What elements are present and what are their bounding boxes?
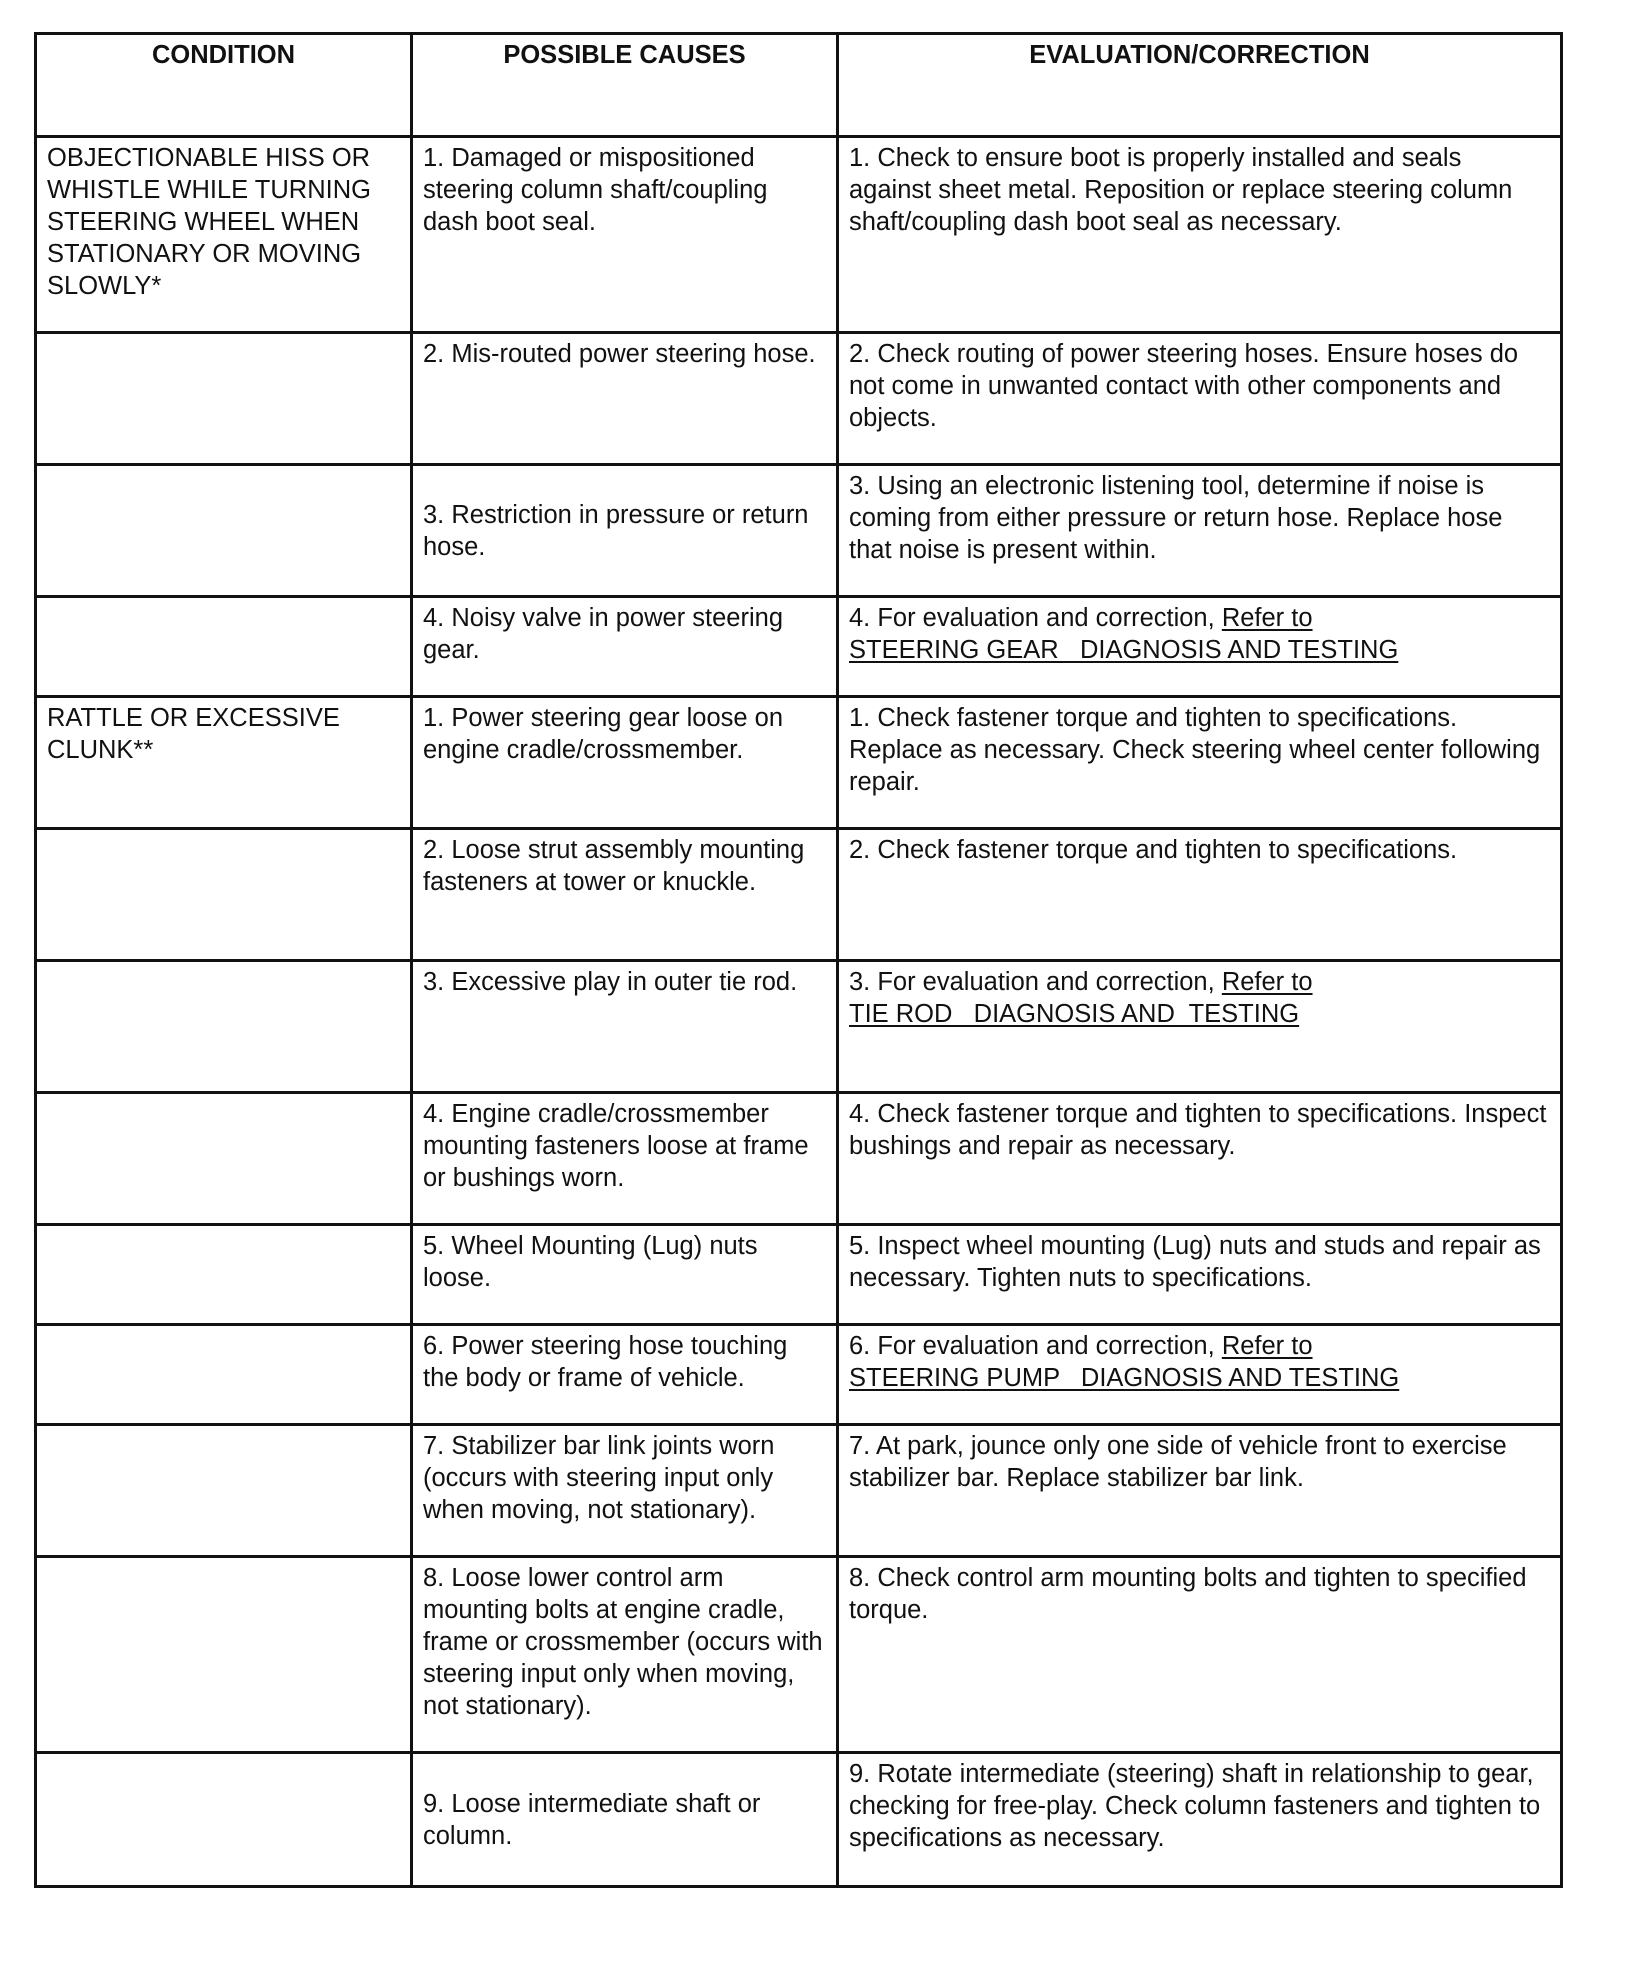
correction-cell: 8. Check control arm mounting bolts and tighten to specified torque. <box>838 1557 1562 1753</box>
reference-link-steering-gear[interactable]: STEERING GEAR DIAGNOSIS AND TESTING <box>849 636 1399 664</box>
table-row <box>36 333 1562 465</box>
table-row <box>36 697 1562 829</box>
correction-cell <box>838 1325 1562 1425</box>
cause-cell: 1. Damaged or mispositioned steering column shaft/coupling dash boot seal. <box>412 137 838 333</box>
condition-cell <box>36 1325 412 1425</box>
cause-cell: 3. Excessive play in outer tie rod. <box>412 961 838 1093</box>
table-row <box>36 829 1562 961</box>
condition-cell <box>36 1225 412 1325</box>
condition-cell <box>36 1753 412 1887</box>
refer-to-link[interactable]: Refer to <box>1221 968 1313 996</box>
table-row <box>36 597 1562 697</box>
correction-cell: 2. Check fastener torque and tighten to specifications. <box>838 829 1562 961</box>
table-row <box>36 137 1562 333</box>
correction-cell: 7. At park, jounce only one side of vehicle front to exercise stabilizer bar. Replace stabilizer bar link. <box>838 1425 1562 1557</box>
cause-cell: 1. Power steering gear loose on engine cradle/crossmember. <box>412 697 838 829</box>
condition-cell <box>36 465 412 597</box>
table-row <box>36 1753 1562 1887</box>
condition-cell <box>36 1425 412 1557</box>
correction-cell: 4. Check fastener torque and tighten to specifications. Inspect bushings and repair as necessary. <box>838 1093 1562 1225</box>
condition-cell <box>36 961 412 1093</box>
cause-cell: 2. Mis-routed power steering hose. <box>412 333 838 465</box>
condition-cell <box>36 597 412 697</box>
condition-cell <box>36 1557 412 1753</box>
correction-cell: 9. Rotate intermediate (steering) shaft in relationship to gear, checking for free-play. Check column fasteners and tighten to specifications as necessary. <box>838 1753 1562 1887</box>
refer-to-link[interactable]: Refer to <box>1221 1332 1313 1360</box>
header-evaluation-correction: EVALUATION/CORRECTION <box>838 34 1562 137</box>
cause-cell: 6. Power steering hose touching the body or frame of vehicle. <box>412 1325 838 1425</box>
diagnosis-table <box>34 32 1563 1888</box>
correction-cell: 1. Check fastener torque and tighten to specifications. Replace as necessary. Check steering wheel center following repair. <box>838 697 1562 829</box>
correction-cell: 2. Check routing of power steering hoses. Ensure hoses do not come in unwanted contact with other components and objects. <box>838 333 1562 465</box>
table-row <box>36 1093 1562 1225</box>
condition-cell <box>36 333 412 465</box>
reference-link-tie-rod[interactable]: TIE ROD DIAGNOSIS AND TESTING <box>849 1000 1300 1028</box>
condition-cell: OBJECTIONABLE HISS OR WHISTLE WHILE TURNING STEERING WHEEL WHEN STATIONARY OR MOVING SLOWLY* <box>36 137 412 333</box>
cause-cell: 4. Engine cradle/crossmember mounting fasteners loose at frame or bushings worn. <box>412 1093 838 1225</box>
table-header-row <box>36 34 1562 137</box>
condition-cell <box>36 829 412 961</box>
correction-lead: 3. For evaluation and correction, <box>849 968 1215 996</box>
refer-to-link[interactable]: Refer to <box>1221 604 1313 632</box>
table-row <box>36 1557 1562 1753</box>
cause-cell: 3. Restriction in pressure or return hose. <box>412 465 838 597</box>
table-row <box>36 1325 1562 1425</box>
condition-cell: RATTLE OR EXCESSIVE CLUNK** <box>36 697 412 829</box>
cause-cell: 4. Noisy valve in power steering gear. <box>412 597 838 697</box>
cause-cell: 7. Stabilizer bar link joints worn (occurs with steering input only when moving, not stationary). <box>412 1425 838 1557</box>
table-row <box>36 1425 1562 1557</box>
cause-cell: 5. Wheel Mounting (Lug) nuts loose. <box>412 1225 838 1325</box>
table-row <box>36 465 1562 597</box>
condition-cell <box>36 1093 412 1225</box>
correction-cell <box>838 597 1562 697</box>
table-row <box>36 1225 1562 1325</box>
correction-cell <box>838 961 1562 1093</box>
cause-cell: 9. Loose intermediate shaft or column. <box>412 1753 838 1887</box>
header-possible-causes: POSSIBLE CAUSES <box>412 34 838 137</box>
correction-lead: 6. For evaluation and correction, <box>849 1332 1215 1360</box>
correction-cell: 5. Inspect wheel mounting (Lug) nuts and studs and repair as necessary. Tighten nuts to specifications. <box>838 1225 1562 1325</box>
header-condition: CONDITION <box>36 34 412 137</box>
cause-cell: 8. Loose lower control arm mounting bolts at engine cradle, frame or crossmember (occurs with steering input only when moving, not stationary). <box>412 1557 838 1753</box>
cause-cell: 2. Loose strut assembly mounting fasteners at tower or knuckle. <box>412 829 838 961</box>
correction-cell: 3. Using an electronic listening tool, determine if noise is coming from either pressure or return hose. Replace hose that noise is present within. <box>838 465 1562 597</box>
table-row <box>36 961 1562 1093</box>
correction-cell: 1. Check to ensure boot is properly installed and seals against sheet metal. Reposition or replace steering column shaft/coupling dash boot seal as necessary. <box>838 137 1562 333</box>
reference-link-steering-pump[interactable]: STEERING PUMP DIAGNOSIS AND TESTING <box>849 1364 1400 1392</box>
correction-lead: 4. For evaluation and correction, <box>849 604 1215 632</box>
